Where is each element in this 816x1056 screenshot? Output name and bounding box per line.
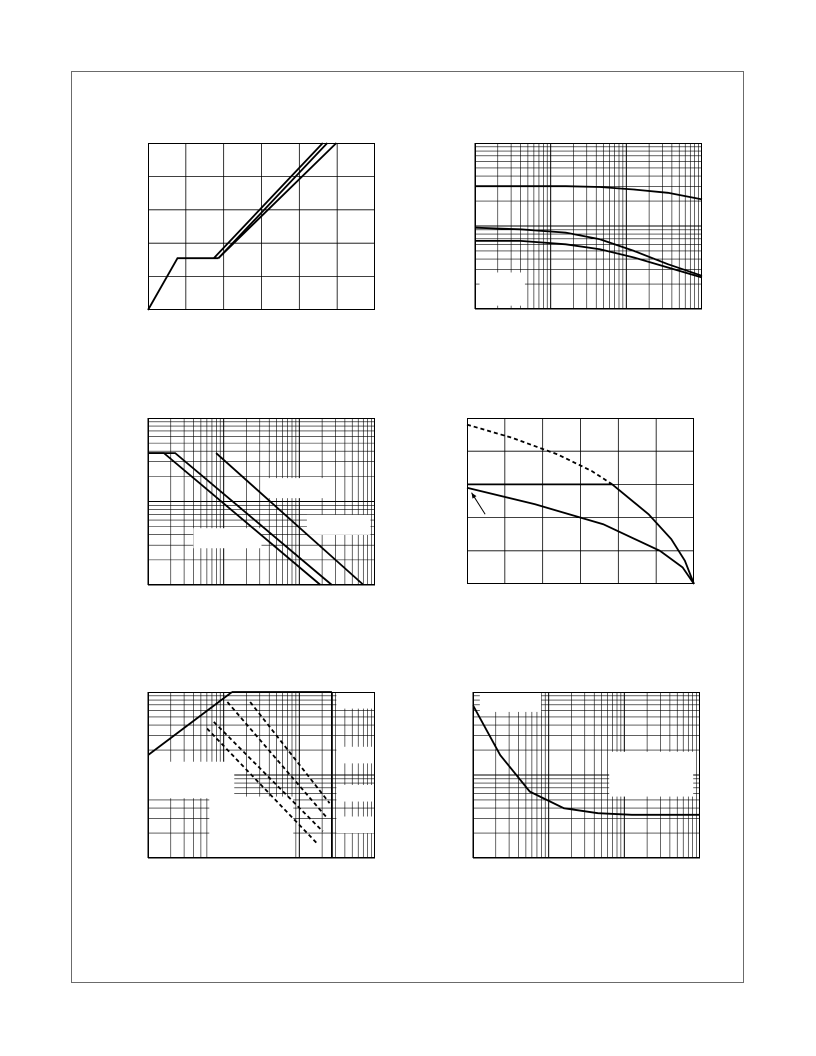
label-patch — [480, 272, 525, 305]
label-patch — [336, 692, 375, 709]
chart-2 — [475, 143, 702, 309]
label-patch — [336, 747, 375, 764]
chart-6 — [473, 692, 700, 858]
label-patch — [266, 478, 323, 498]
label-patch — [148, 762, 234, 799]
label-patch — [307, 515, 371, 535]
label-patch — [336, 817, 375, 834]
grid — [148, 418, 375, 585]
label-patch — [336, 785, 375, 802]
label-patch — [609, 752, 693, 797]
chart-5 — [148, 692, 375, 858]
chart-1 — [148, 143, 375, 310]
label-patch — [480, 692, 541, 712]
chart-3 — [148, 418, 375, 585]
label-patch — [193, 528, 261, 548]
chart-4 — [467, 418, 694, 584]
